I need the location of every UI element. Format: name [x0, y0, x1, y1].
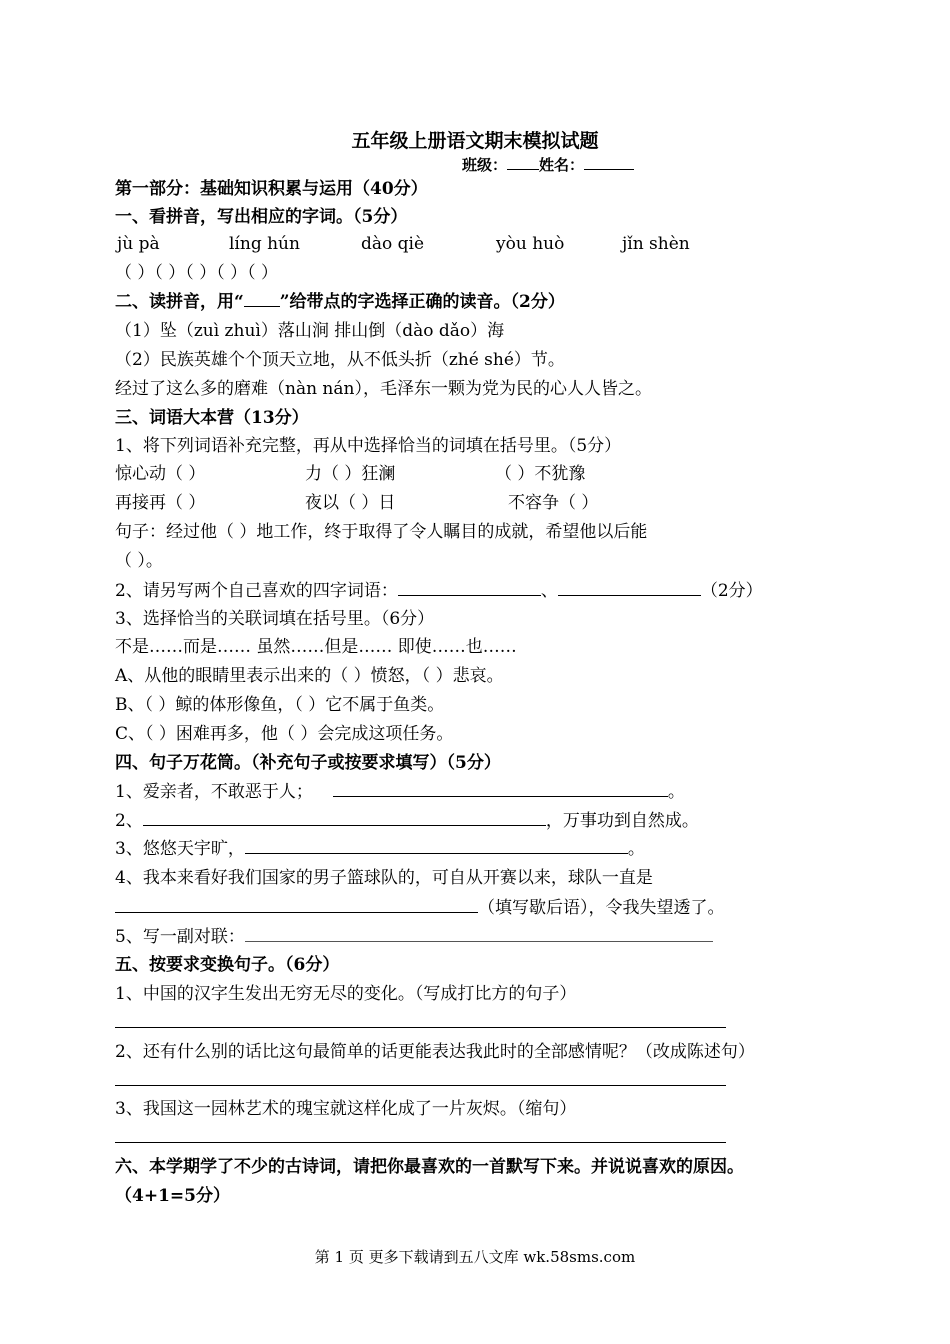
sentence-line2: （ ）。 [115, 551, 163, 571]
q2-blank-2[interactable] [558, 580, 701, 596]
section2-line1: （1）坠（zuì zhuì）落山涧 排山倒（dào dǎo）海 [115, 321, 505, 341]
idiom-6[interactable]: 不容争（ ） [508, 493, 599, 513]
name-blank[interactable] [584, 154, 634, 170]
section4-line5: 5、写一副对联： [115, 926, 713, 948]
blank-4-5[interactable] [245, 926, 713, 942]
idiom-5[interactable]: 夜以（ ）日 [305, 493, 396, 513]
section1-heading: 一、看拼音，写出相应的字词。（5分） [115, 207, 408, 227]
q2-blank-1[interactable] [398, 580, 541, 596]
blank-4-2[interactable] [143, 810, 546, 826]
pinyin-1: jù pà [117, 234, 160, 254]
pinyin-3: dào qiè [361, 234, 425, 254]
section4-line3: 3、悠悠天宇旷， 。 [115, 839, 645, 859]
page-title: 五年级上册语文期末模拟试题 [351, 130, 599, 152]
conjunctions: 不是……而是…… 虽然……但是…… 即使……也…… [115, 637, 517, 657]
idiom-2[interactable]: 力（ ）狂澜 [305, 464, 396, 484]
answer-line-5-3[interactable] [115, 1142, 726, 1143]
section6-score: （4+1=5分） [115, 1186, 230, 1206]
section5-line2: 2、还有什么别的话比这句最简单的话更能表达我此时的全部感情呢？（改成陈述句） [115, 1042, 755, 1062]
section5-heading: 五、按要求变换句子。（6分） [115, 955, 340, 975]
section2-line3: 经过了这么多的磨难（nàn nán），毛泽东一颗为党为民的心人人皆之。 [115, 379, 652, 399]
section4-heading: 四、句子万花筒。（补充句子或按要求填写）（5分） [115, 753, 501, 773]
section4-line4: 4、我本来看好我们国家的男子篮球队的，可自从开赛以来，球队一直是 [115, 868, 653, 888]
class-blank[interactable] [507, 154, 539, 170]
name-label: 姓名： [539, 156, 585, 174]
section4-line4b: （填写歇后语），令我失望透了。 [115, 897, 725, 919]
pinyin-5: jǐn shèn [622, 234, 690, 254]
class-name-line [462, 154, 634, 175]
item-B: B、（ ）鲸的体形像鱼，（ ）它不属于鱼类。 [115, 695, 445, 715]
idiom-4[interactable]: 再接再（ ） [115, 493, 206, 513]
part1-heading: 第一部分：基础知识积累与运用（40分） [115, 179, 428, 199]
item-C: C、（ ）困难再多，他（ ）会完成这项任务。 [115, 724, 454, 744]
pinyin-4: yòu huò [496, 234, 565, 254]
answer-line-5-2[interactable] [115, 1085, 726, 1086]
section4-line2: 2、 ，万事功到自然成。 [115, 811, 699, 831]
blank-4-4[interactable] [115, 897, 478, 913]
sentence-line1: 句子：经过他（ ）地工作，终于取得了令人瞩目的成就，希望他以后能 [115, 522, 648, 542]
pinyin-2: líng hún [229, 234, 300, 254]
page-footer: 第 1 页 更多下载请到五八文库 wk.58sms.com [314, 1248, 636, 1266]
section2-heading: 二、读拼音，用“ ”给带点的字选择正确的读音。（2分） [115, 292, 565, 312]
section3-heading: 三、词语大本营（13分） [115, 408, 309, 428]
section6-heading: 六、本学期学了不少的古诗词，请把你最喜欢的一首默写下来。并说说喜欢的原因。 [115, 1157, 744, 1177]
class-label: 班级： [462, 156, 508, 174]
item-A: A、从他的眼睛里表示出来的（ ）愤怒，（ ）悲哀。 [115, 666, 504, 686]
blank-4-1[interactable] [333, 781, 668, 797]
pinyin-answer-brackets[interactable]: （ ）（ ）（ ）（ ）（ ） [115, 263, 279, 283]
section5-line3: 3、我国这一园林艺术的瑰宝就这样化成了一片灰烬。（缩句） [115, 1099, 577, 1119]
idiom-3[interactable]: （ ）不犹豫 [495, 464, 586, 484]
section5-line1: 1、中国的汉字生发出无穷无尽的变化。（写成打比方的句子） [115, 984, 577, 1004]
idiom-1[interactable]: 惊心动（ ） [115, 464, 206, 484]
blank-4-3[interactable] [245, 838, 628, 854]
section2-line2: （2）民族英雄个个顶天立地，从不低头折（zhé shé）节。 [115, 350, 565, 370]
section3-q1: 1、将下列词语补充完整，再从中选择恰当的词填在括号里。（5分） [115, 436, 622, 456]
answer-line-5-1[interactable] [115, 1027, 726, 1028]
section3-q3: 3、选择恰当的关联词填在括号里。（6分） [115, 609, 435, 629]
section4-line1: 1、爱亲者，不敢恶于人； 。 [115, 782, 685, 802]
section3-q2: 2、请另写两个自己喜欢的四字词语： 、 （2分） [115, 581, 763, 601]
